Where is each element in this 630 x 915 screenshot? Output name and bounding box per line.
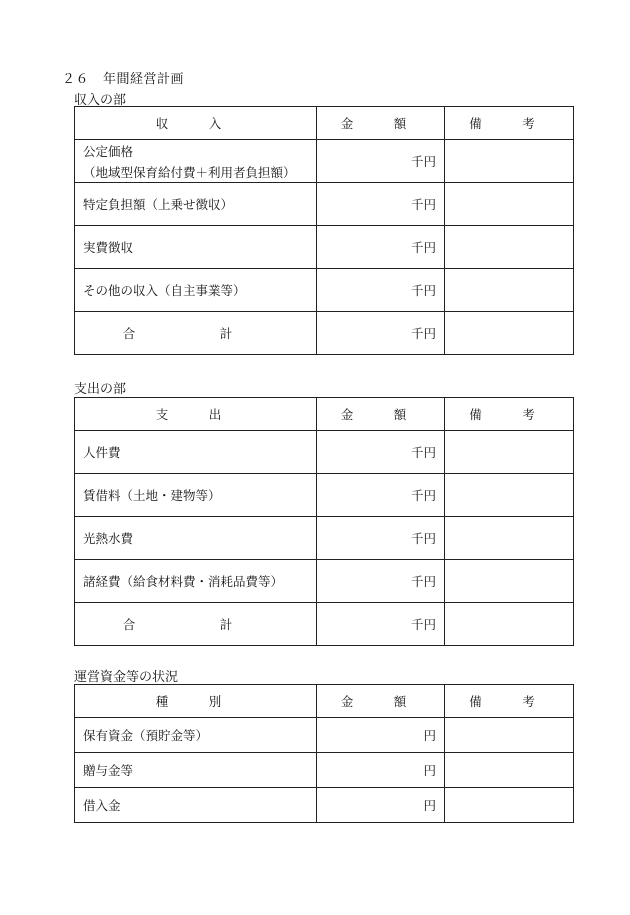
funds-table bbox=[74, 684, 574, 823]
expense-header-item: 支 出 bbox=[75, 398, 317, 431]
amount-cell[interactable]: 千円 bbox=[317, 474, 445, 517]
funds-header-note: 備 考 bbox=[445, 685, 574, 718]
total-row bbox=[75, 603, 574, 646]
total-amount-cell[interactable]: 千円 bbox=[317, 312, 445, 355]
title-text: 年間経営計画 bbox=[103, 72, 185, 87]
note-cell[interactable] bbox=[445, 312, 574, 355]
row-label: その他の収入（自主事業等） bbox=[75, 269, 317, 312]
table-row bbox=[75, 183, 574, 226]
row-label: 光熱水費 bbox=[75, 517, 317, 560]
table-row bbox=[75, 517, 574, 560]
note-cell[interactable] bbox=[445, 517, 574, 560]
income-header-amount: 金 額 bbox=[317, 107, 445, 140]
title-number: ２６ bbox=[62, 72, 90, 87]
amount-cell[interactable]: 千円 bbox=[317, 183, 445, 226]
income-table bbox=[74, 106, 574, 355]
funds-header-amount: 金 額 bbox=[317, 685, 445, 718]
income-header-item: 収 入 bbox=[75, 107, 317, 140]
amount-cell[interactable]: 円 bbox=[317, 788, 445, 823]
table-row bbox=[75, 226, 574, 269]
amount-cell[interactable]: 円 bbox=[317, 753, 445, 788]
total-row bbox=[75, 312, 574, 355]
income-header-note: 備 考 bbox=[445, 107, 574, 140]
row-label: 特定負担額（上乗せ徴収） bbox=[75, 183, 317, 226]
expense-header-note: 備 考 bbox=[445, 398, 574, 431]
income-section-label: 収入の部 bbox=[74, 93, 127, 108]
amount-cell[interactable]: 円 bbox=[317, 718, 445, 753]
table-row bbox=[75, 560, 574, 603]
row-label: 借入金 bbox=[75, 788, 317, 823]
row-label: 賃借料（土地・建物等） bbox=[75, 474, 317, 517]
total-amount-cell[interactable]: 千円 bbox=[317, 603, 445, 646]
row-label-sub: （地域型保育給付費＋利用者負担額） bbox=[83, 164, 296, 180]
note-cell[interactable] bbox=[445, 788, 574, 823]
note-cell[interactable] bbox=[445, 718, 574, 753]
note-cell[interactable] bbox=[445, 603, 574, 646]
note-cell[interactable] bbox=[445, 183, 574, 226]
funds-header-item: 種 別 bbox=[75, 685, 317, 718]
document-title bbox=[62, 68, 184, 87]
note-cell[interactable] bbox=[445, 431, 574, 474]
table-row bbox=[75, 788, 574, 823]
note-cell[interactable] bbox=[445, 560, 574, 603]
row-label: 実費徴収 bbox=[75, 226, 317, 269]
note-cell[interactable] bbox=[445, 269, 574, 312]
table-row bbox=[75, 753, 574, 788]
note-cell[interactable] bbox=[445, 753, 574, 788]
table-row bbox=[75, 269, 574, 312]
row-label: 保有資金（預貯金等） bbox=[75, 718, 317, 753]
amount-cell[interactable]: 千円 bbox=[317, 226, 445, 269]
row-label: 人件費 bbox=[75, 431, 317, 474]
expense-section-label: 支出の部 bbox=[74, 382, 127, 397]
row-label bbox=[75, 140, 317, 183]
expense-header-amount: 金 額 bbox=[317, 398, 445, 431]
table-row bbox=[75, 140, 574, 183]
row-label-main: 公定価格 bbox=[83, 143, 134, 159]
row-label: 贈与金等 bbox=[75, 753, 317, 788]
amount-cell[interactable]: 千円 bbox=[317, 431, 445, 474]
note-cell[interactable] bbox=[445, 226, 574, 269]
amount-cell[interactable]: 千円 bbox=[317, 140, 445, 183]
row-label: 諸経費（給食材料費・消耗品費等） bbox=[75, 560, 317, 603]
note-cell[interactable] bbox=[445, 140, 574, 183]
table-row bbox=[75, 431, 574, 474]
total-label: 合 計 bbox=[75, 312, 317, 355]
total-label: 合 計 bbox=[75, 603, 317, 646]
funds-section-label: 運営資金等の状況 bbox=[74, 670, 179, 685]
amount-cell[interactable]: 千円 bbox=[317, 560, 445, 603]
table-row bbox=[75, 474, 574, 517]
amount-cell[interactable]: 千円 bbox=[317, 269, 445, 312]
amount-cell[interactable]: 千円 bbox=[317, 517, 445, 560]
table-row bbox=[75, 718, 574, 753]
note-cell[interactable] bbox=[445, 474, 574, 517]
expense-table bbox=[74, 397, 574, 646]
